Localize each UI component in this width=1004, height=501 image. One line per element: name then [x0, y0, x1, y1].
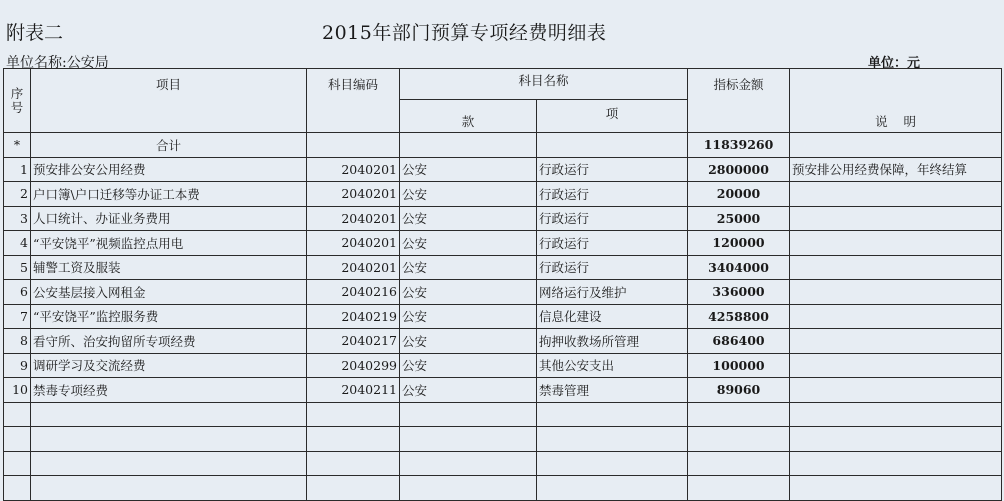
total-seq: *: [4, 133, 31, 158]
header-kuan: 款: [400, 100, 537, 133]
row-kuan: 公安: [400, 280, 537, 305]
empty-cell: [400, 476, 537, 501]
table-row: [4, 231, 1002, 256]
empty-row: [4, 402, 1002, 427]
row-note: [790, 231, 1002, 256]
row-code: 2040217: [307, 329, 400, 354]
empty-cell: [537, 402, 688, 427]
table-row: [4, 280, 1002, 305]
table-row: [4, 157, 1002, 182]
row-note: [790, 378, 1002, 403]
empty-cell: [307, 476, 400, 501]
row-amount: 89060: [688, 378, 790, 403]
row-project: 看守所、治安拘留所专项经费: [31, 329, 307, 354]
empty-cell: [790, 402, 1002, 427]
empty-cell: [4, 476, 31, 501]
row-note: [790, 304, 1002, 329]
empty-cell: [790, 451, 1002, 476]
row-code: 2040201: [307, 157, 400, 182]
row-project: 人口统计、办证业务费用: [31, 206, 307, 231]
unit-name: 单位名称:公安局: [6, 55, 109, 71]
empty-cell: [688, 402, 790, 427]
row-seq: 2: [4, 182, 31, 207]
empty-cell: [31, 402, 307, 427]
row-note: [790, 255, 1002, 280]
row-code: 2040201: [307, 231, 400, 256]
row-seq: 7: [4, 304, 31, 329]
empty-cell: [307, 427, 400, 452]
row-seq: 3: [4, 206, 31, 231]
empty-cell: [688, 427, 790, 452]
row-code: 2040216: [307, 280, 400, 305]
empty-row: [4, 427, 1002, 452]
empty-cell: [537, 476, 688, 501]
header-subject: 科目名称: [400, 69, 688, 100]
header-xiang: 项: [537, 100, 688, 133]
row-code: 2040201: [307, 206, 400, 231]
row-kuan: 公安: [400, 329, 537, 354]
row-xiang: 行政运行: [537, 182, 688, 207]
row-kuan: 公安: [400, 231, 537, 256]
row-kuan: 公安: [400, 378, 537, 403]
row-amount: 20000: [688, 182, 790, 207]
row-code: 2040201: [307, 255, 400, 280]
row-kuan: 公安: [400, 255, 537, 280]
empty-row: [4, 476, 1002, 501]
row-kuan: 公安: [400, 206, 537, 231]
table-row: [4, 206, 1002, 231]
row-amount: 25000: [688, 206, 790, 231]
row-note: [790, 353, 1002, 378]
empty-cell: [790, 476, 1002, 501]
header-row-1: [4, 69, 1002, 100]
row-amount: 686400: [688, 329, 790, 354]
row-kuan: 公安: [400, 182, 537, 207]
currency-unit-value: 元: [907, 56, 921, 71]
row-project: 预安排公安公用经费: [31, 157, 307, 182]
row-amount: 100000: [688, 353, 790, 378]
row-seq: 9: [4, 353, 31, 378]
row-xiang: 其他公安支出: [537, 353, 688, 378]
row-project: 调研学习及交流经费: [31, 353, 307, 378]
row-kuan: 公安: [400, 157, 537, 182]
header-amount: 指标金额: [688, 69, 790, 133]
empty-row: [4, 451, 1002, 476]
empty-cell: [400, 402, 537, 427]
row-kuan: 公安: [400, 353, 537, 378]
empty-cell: [537, 427, 688, 452]
row-seq: 4: [4, 231, 31, 256]
appendix-label: 附表二: [6, 22, 64, 44]
row-code: 2040219: [307, 304, 400, 329]
row-code: 2040211: [307, 378, 400, 403]
header-seq: 序 号: [4, 69, 31, 133]
empty-cell: [790, 427, 1002, 452]
row-seq: 5: [4, 255, 31, 280]
total-kuan: [400, 133, 537, 158]
table-row: [4, 304, 1002, 329]
table-row: [4, 255, 1002, 280]
row-xiang: 拘押收教场所管理: [537, 329, 688, 354]
table-row: [4, 182, 1002, 207]
row-project: 辅警工资及服装: [31, 255, 307, 280]
row-project: 公安基层接入网租金: [31, 280, 307, 305]
row-xiang: 网络运行及维护: [537, 280, 688, 305]
total-row: [4, 133, 1002, 158]
table-row: [4, 378, 1002, 403]
budget-table: [3, 68, 1002, 501]
empty-cell: [31, 451, 307, 476]
total-xiang: [537, 133, 688, 158]
row-xiang: 信息化建设: [537, 304, 688, 329]
empty-cell: [537, 451, 688, 476]
empty-cell: [4, 402, 31, 427]
row-project: 户口簿\户口迁移等办证工本费: [31, 182, 307, 207]
empty-cell: [688, 451, 790, 476]
row-amount: 336000: [688, 280, 790, 305]
header-project: 项目: [31, 69, 307, 133]
row-seq: 8: [4, 329, 31, 354]
row-amount: 3404000: [688, 255, 790, 280]
row-code: 2040201: [307, 182, 400, 207]
row-kuan: 公安: [400, 304, 537, 329]
row-code: 2040299: [307, 353, 400, 378]
row-xiang: 行政运行: [537, 157, 688, 182]
row-project: 禁毒专项经费: [31, 378, 307, 403]
page-title: 2015年部门预算专项经费明细表: [322, 22, 607, 44]
row-amount: 120000: [688, 231, 790, 256]
total-label: 合计: [31, 133, 307, 158]
table-row: [4, 329, 1002, 354]
row-note: 预安排公用经费保障，年终结算: [790, 157, 1002, 182]
total-code: [307, 133, 400, 158]
row-xiang: 行政运行: [537, 231, 688, 256]
row-note: [790, 280, 1002, 305]
currency-unit-label: 单位：: [868, 56, 908, 71]
header-code: 科目编码: [307, 69, 400, 133]
empty-cell: [4, 427, 31, 452]
row-note: [790, 329, 1002, 354]
table-row: [4, 353, 1002, 378]
row-seq: 6: [4, 280, 31, 305]
empty-cell: [688, 476, 790, 501]
row-seq: 1: [4, 157, 31, 182]
empty-cell: [400, 427, 537, 452]
row-seq: 10: [4, 378, 31, 403]
row-xiang: 禁毒管理: [537, 378, 688, 403]
empty-cell: [31, 476, 307, 501]
row-note: [790, 182, 1002, 207]
row-note: [790, 206, 1002, 231]
empty-cell: [307, 451, 400, 476]
row-amount: 4258800: [688, 304, 790, 329]
empty-cell: [31, 427, 307, 452]
empty-cell: [307, 402, 400, 427]
total-note: [790, 133, 1002, 158]
row-project: “平安饶平”视频监控点用电: [31, 231, 307, 256]
row-xiang: 行政运行: [537, 255, 688, 280]
row-amount: 2800000: [688, 157, 790, 182]
header-note: 说 明: [790, 69, 1002, 133]
row-project: “平安饶平”监控服务费: [31, 304, 307, 329]
empty-cell: [4, 451, 31, 476]
empty-cell: [400, 451, 537, 476]
total-amount: 11839260: [688, 133, 790, 158]
row-xiang: 行政运行: [537, 206, 688, 231]
